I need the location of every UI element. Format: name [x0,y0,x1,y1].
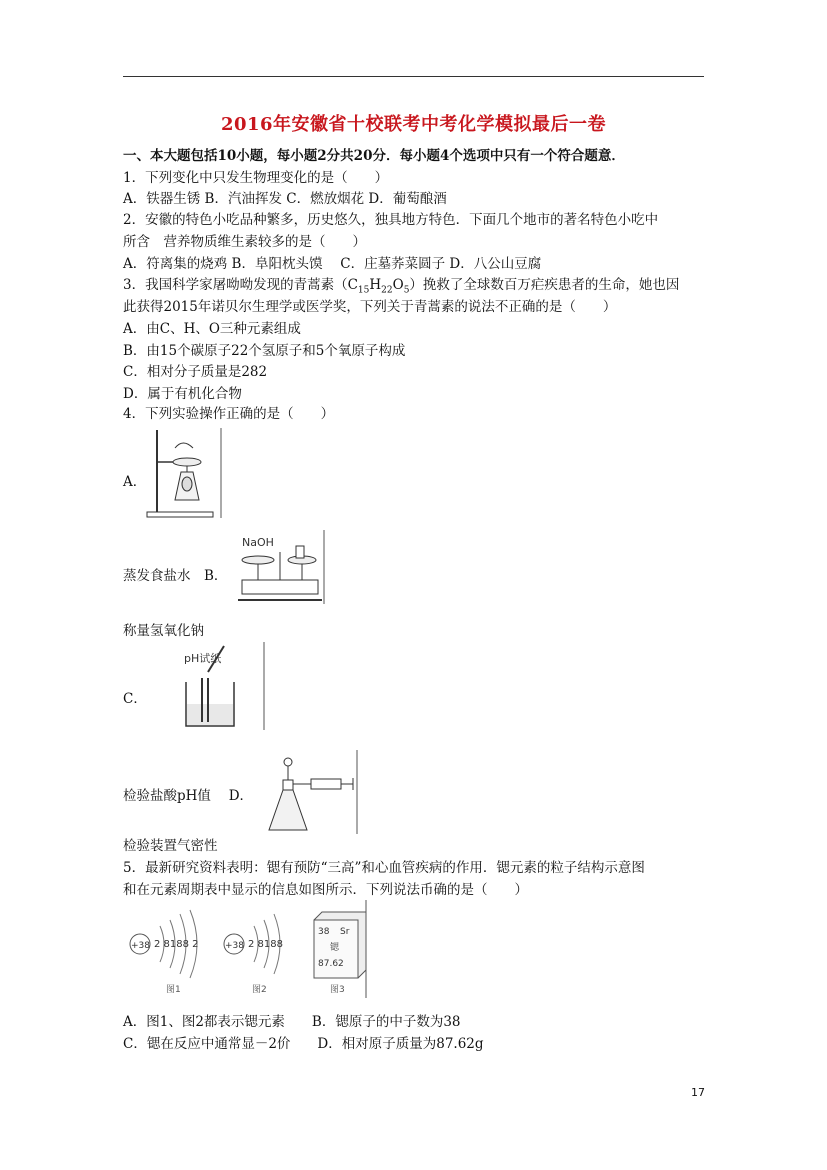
q1-options: A．铁器生锈 B．汽油挥发 C．燃放烟花 D．葡萄酿酒 [123,191,447,207]
q2-stem-line2: 所含 营养物质维生素较多的是（ ） [123,234,366,250]
section-heading: 一、本大题包括10小题，每小题2分共20分．每小题4个选项中只有一个符合题意． [123,148,625,164]
q5-stem-line1: 5．最新研究资料表明：锶有预防“三高”和心血管疾病的作用．锶元素的粒子结构示意图 [123,860,645,876]
q4-caption-d: 检验装置气密性 [123,838,218,854]
q1-stem: 1．下列变化中只发生物理变化的是（ ） [123,170,389,186]
q3-option-d: D．属于有机化合物 [123,386,242,402]
q2-options: A．符离集的烧鸡 B．阜阳枕头馍 C．庄墓荞菜圆子 D．八公山豆腐 [123,256,542,272]
q3-option-a: A．由C、H、O三种元素组成 [123,321,301,337]
ph-paper-label: pH试纸 [184,652,222,665]
svg-text:图1: 图1 [166,985,181,995]
q4-caption-a: 蒸发食盐水 B． [123,568,228,584]
q3-option-c: C．相对分子质量是282 [123,364,268,380]
naoh-label: NaOH [242,536,274,549]
figure-3-periodic-table-cell [314,912,366,995]
ph-paper-beaker-figure [178,642,266,732]
evaporation-apparatus-figure [145,428,223,520]
q5-options-cd: C．锶在反应中通常显－2价 D．相对原子质量为87.62g [123,1036,484,1052]
figure-2-ion-structure [224,914,283,995]
q2-stem-line1: 2．安徽的特色小吃品种繁多，历史悠久，独具地方特色．下面几个地市的著名特色小吃中 [123,212,659,228]
q3-stem-line1: 3．我国科学家屠呦呦发现的青蒿素$(C_{15}H_{22}O_5)$挽救了全球数百万疟疾患者的生命，她也因 [123,277,680,296]
q4-caption-b: 称量氢氧化钠 [123,623,204,639]
q4-caption-c: 检验盐酸pH值 D． [123,788,254,804]
balance-figure [236,530,326,606]
q4-label-a: A． [123,474,147,490]
svg-text:图3: 图3 [330,985,345,995]
page-number: 17 [691,1086,705,1099]
q5-stem-line2: 和在元素周期表中显示的信息如图所示．下列说法币确的是（ ） [123,882,528,898]
svg-text:38: 38 [318,927,330,937]
page-title: 2016年安徽省十校联考中考化学模拟最后一卷 [220,114,607,135]
q4-stem: 4．下列实验操作正确的是（ ） [123,406,335,422]
q3-option-b: B．由15个碳原子22个氢原子和5个氧原子构成 [123,343,406,359]
q4-label-c: C． [123,691,147,707]
q5-options-ab: A．图1、图2都表示锶元素 B．锶原子的中子数为38 [123,1014,461,1030]
header-rule [123,76,704,77]
svg-text:+38: +38 [131,941,150,951]
svg-text:2 8188 2: 2 8188 2 [154,939,199,950]
q3-stem-line2: 此获得2015年诺贝尔生理学或医学奖，下列关于青蒿素的说法不正确的是（ ） [123,299,617,315]
gas-tightness-figure [263,750,359,836]
svg-text:Sr: Sr [340,927,350,937]
svg-text:2 8188: 2 8188 [248,939,283,950]
svg-text:87.62: 87.62 [318,959,344,969]
figure-1-ion-structure [130,910,199,995]
strontium-figures [122,900,368,1000]
svg-text:图2: 图2 [252,985,267,995]
svg-text:+38: +38 [225,941,244,951]
svg-text:锶: 锶 [330,943,340,953]
